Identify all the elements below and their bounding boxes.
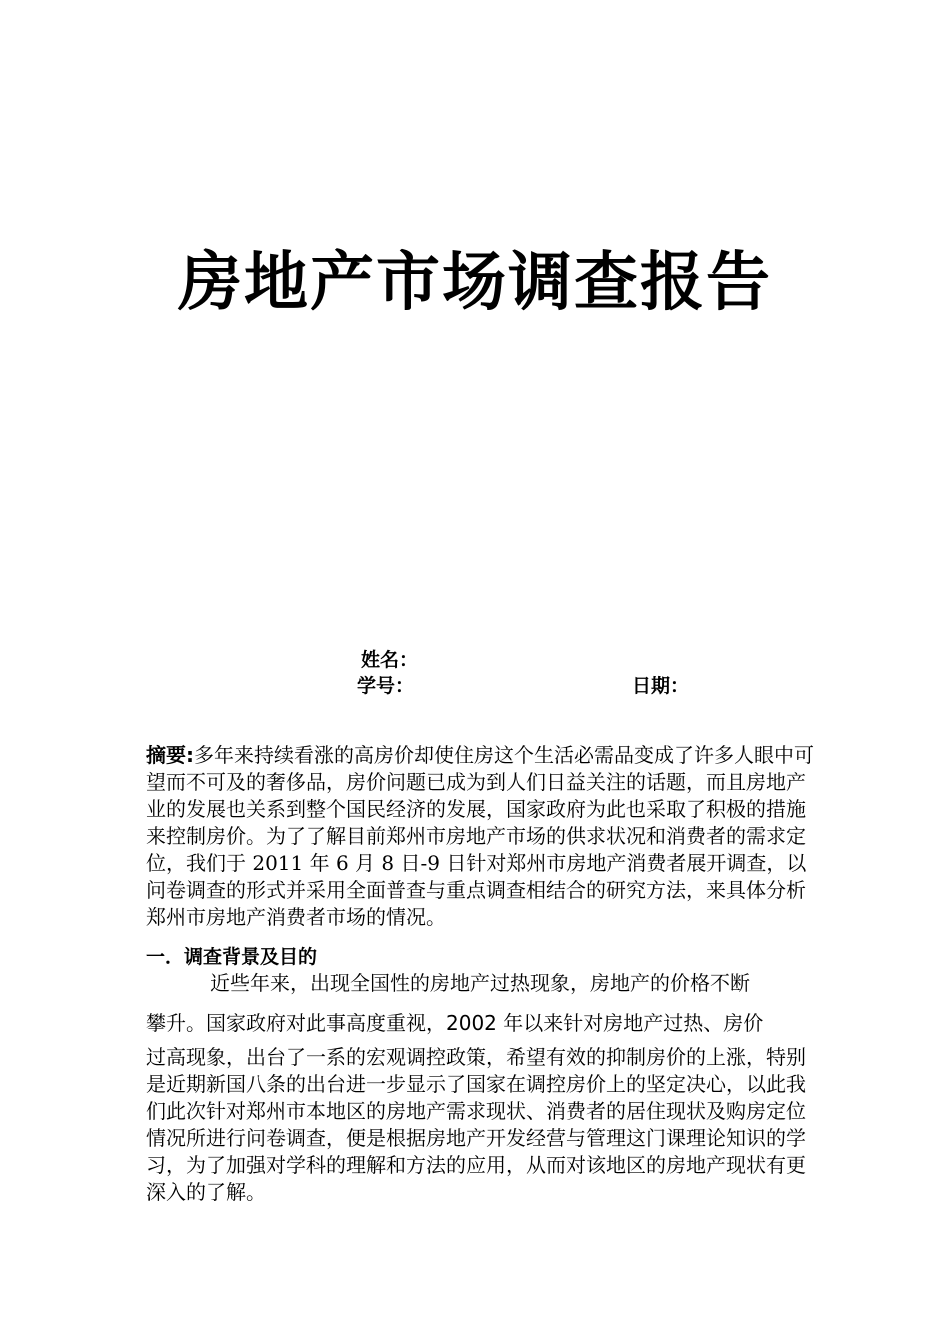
document-title: 房地产市场调查报告 <box>178 246 772 320</box>
abstract-label: 摘要: <box>146 743 194 767</box>
abstract-text: 多年来持续看涨的高房价却使住房这个生活必需品变成了许多人眼中可望而不可及的奢侈品，房价问题已成为到人们日益关注的话题，而且房地产业的发展也关系到整个国民经济的发展，国家政府为此也采取了积极的措施来控制房价。为了了解目前郑州市房地产市场的供求状况和消费者的需求定位，我们于 2011 年 6 月 8 日-9 日针对郑州市房地产消费者展开调查，以问卷调查的形式并采用全面普查与重点调查相结合的研究方法，来具体分析郑州市房地产消费者市场的情况。 <box>146 743 814 929</box>
section-paragraph-line-1: 近些年来，出现全国性的房地产过热现象，房地产的价格不断 <box>210 971 750 995</box>
section-paragraph-rest: 过高现象，出台了一系的宏观调控政策，希望有效的抑制房价的上涨，特别是近期新国八条的出台进一步显示了国家在调控房价上的坚定决心，以此我们此次针对郑州市本地区的房地产需求现状、消费者的居住现状及购房定位情况所进行问卷调查，便是根据房地产开发经营与管理这门课理论知识的学习，为了加强对学科的理解和方法的应用，从而对该地区的房地产现状有更深入的了解。 <box>146 1045 806 1204</box>
abstract-paragraph <box>146 742 814 931</box>
section-heading: 一．调查背景及目的 <box>146 946 318 968</box>
date-field-label: 日期： <box>632 675 690 697</box>
section-paragraph-line-2: 攀升。国家政府对此事高度重视，2002 年以来针对房地产过热、房价 <box>146 1011 764 1035</box>
name-field-label: 姓名： <box>361 649 419 671</box>
student-id-field-label: 学号： <box>357 675 415 697</box>
